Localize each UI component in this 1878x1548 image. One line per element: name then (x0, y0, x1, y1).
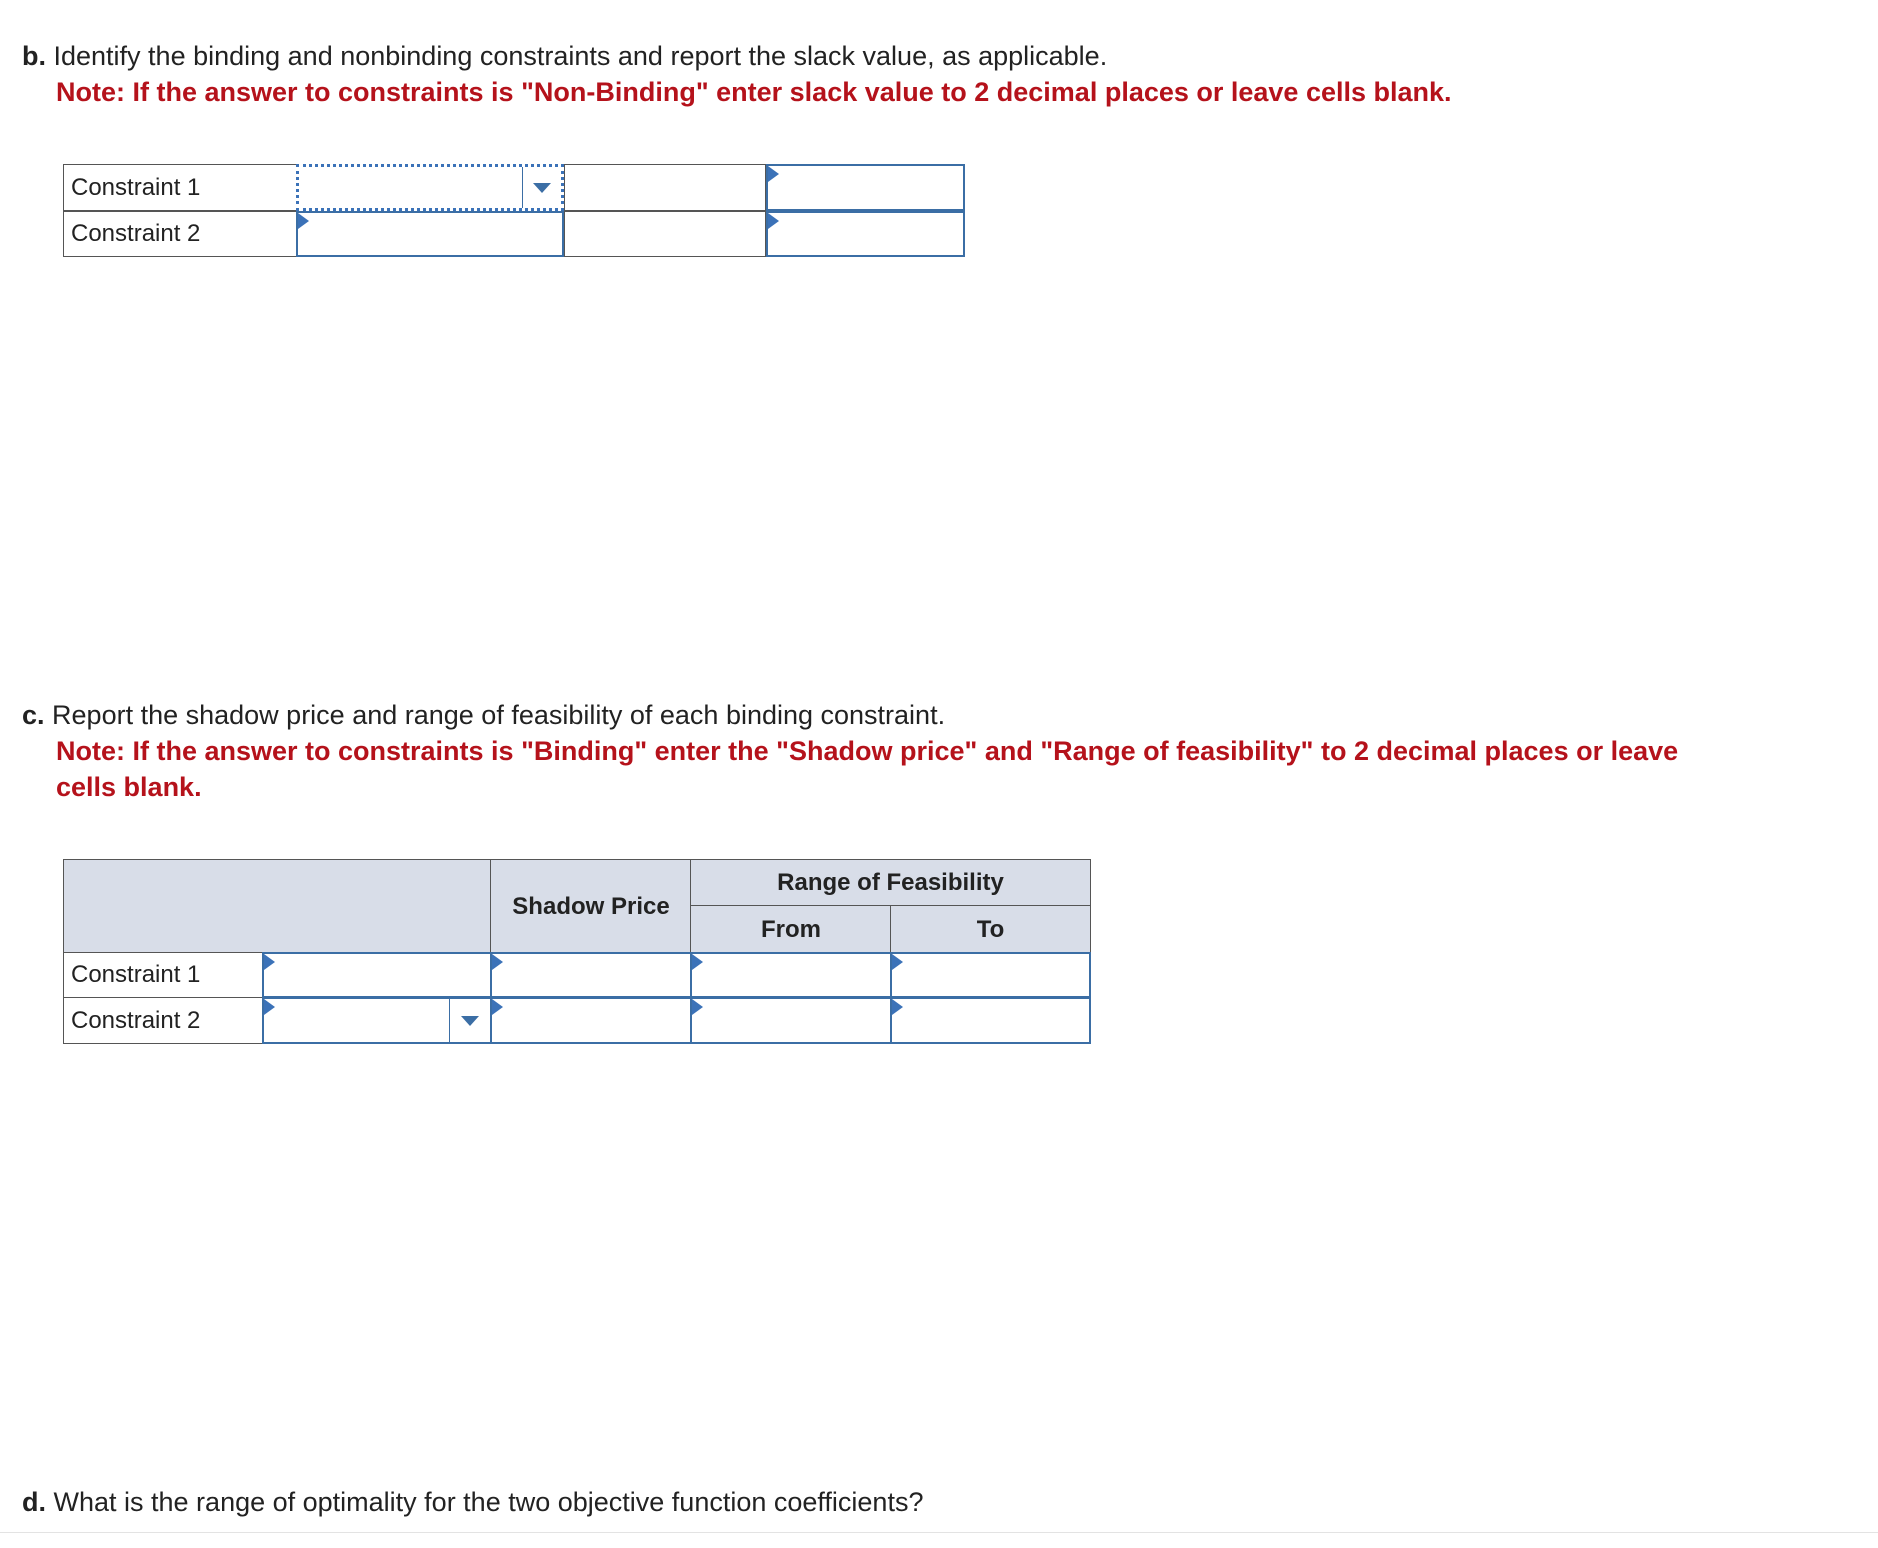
part-b-row-label-2: Constraint 2 (63, 211, 298, 257)
part-b-empty-cell-2 (564, 211, 766, 257)
range-to-input-1[interactable] (890, 952, 1091, 998)
part-d-letter: d. (22, 1487, 46, 1517)
flag-icon (892, 999, 903, 1015)
shadow-price-input-1[interactable] (490, 952, 692, 998)
flag-icon (692, 954, 703, 970)
part-c-row-label-1: Constraint 1 (63, 952, 264, 998)
header-range-of-feasibility: Range of Feasibility (690, 859, 1091, 906)
part-b-letter: b. (22, 41, 46, 71)
flag-icon (492, 999, 503, 1015)
part-c-note-line-2: cells blank. (56, 772, 202, 802)
part-c-binding-select-1[interactable] (262, 952, 492, 998)
flag-icon (264, 999, 275, 1015)
flag-icon (692, 999, 703, 1015)
part-b-binding-select-2[interactable] (296, 211, 564, 257)
part-c-note-line-1: Note: If the answer to constraints is "Binding" enter the "Shadow price" and "Range of feasibility" to 2 decimal places or leave (56, 736, 1679, 766)
part-c-binding-select-2[interactable] (262, 997, 492, 1044)
header-to: To (890, 905, 1091, 954)
range-to-input-2[interactable] (890, 997, 1091, 1044)
part-d-question (22, 1484, 923, 1520)
flag-icon (768, 213, 779, 229)
dropdown-button[interactable] (522, 167, 561, 208)
chevron-down-icon (533, 183, 551, 193)
shadow-price-input-2[interactable] (490, 997, 692, 1044)
part-b-row-label-1: Constraint 1 (63, 164, 298, 211)
part-b-binding-select-1[interactable] (296, 164, 564, 211)
flag-icon (298, 213, 309, 229)
part-c-row-label-2: Constraint 2 (63, 997, 264, 1044)
range-from-input-1[interactable] (690, 952, 892, 998)
part-b-note: Note: If the answer to constraints is "Non-Binding" enter slack value to 2 decimal places or leave cells blank. (56, 77, 1452, 107)
header-from: From (690, 905, 892, 954)
part-b-slack-input-1[interactable] (766, 164, 965, 211)
chevron-down-icon (461, 1016, 479, 1026)
flag-icon (768, 166, 779, 182)
flag-icon (264, 954, 275, 970)
range-from-input-2[interactable] (690, 997, 892, 1044)
part-b-question (22, 38, 1107, 74)
part-c-question (22, 697, 945, 733)
header-shadow-price: Shadow Price (490, 859, 692, 954)
part-b-slack-input-2[interactable] (766, 211, 965, 257)
divider (0, 1532, 1878, 1533)
part-d-question-text: What is the range of optimality for the two objective function coefficients? (46, 1487, 924, 1517)
flag-icon (492, 954, 503, 970)
part-b-empty-cell-1 (564, 164, 766, 211)
dropdown-button[interactable] (449, 999, 490, 1042)
part-c-header-blank (63, 859, 492, 954)
part-c-question-text: Report the shadow price and range of feasibility of each binding constraint. (44, 700, 946, 730)
part-c-letter: c. (22, 700, 45, 730)
flag-icon (892, 954, 903, 970)
part-b-question-text: Identify the binding and nonbinding constraints and report the slack value, as applicable. (46, 41, 1108, 71)
